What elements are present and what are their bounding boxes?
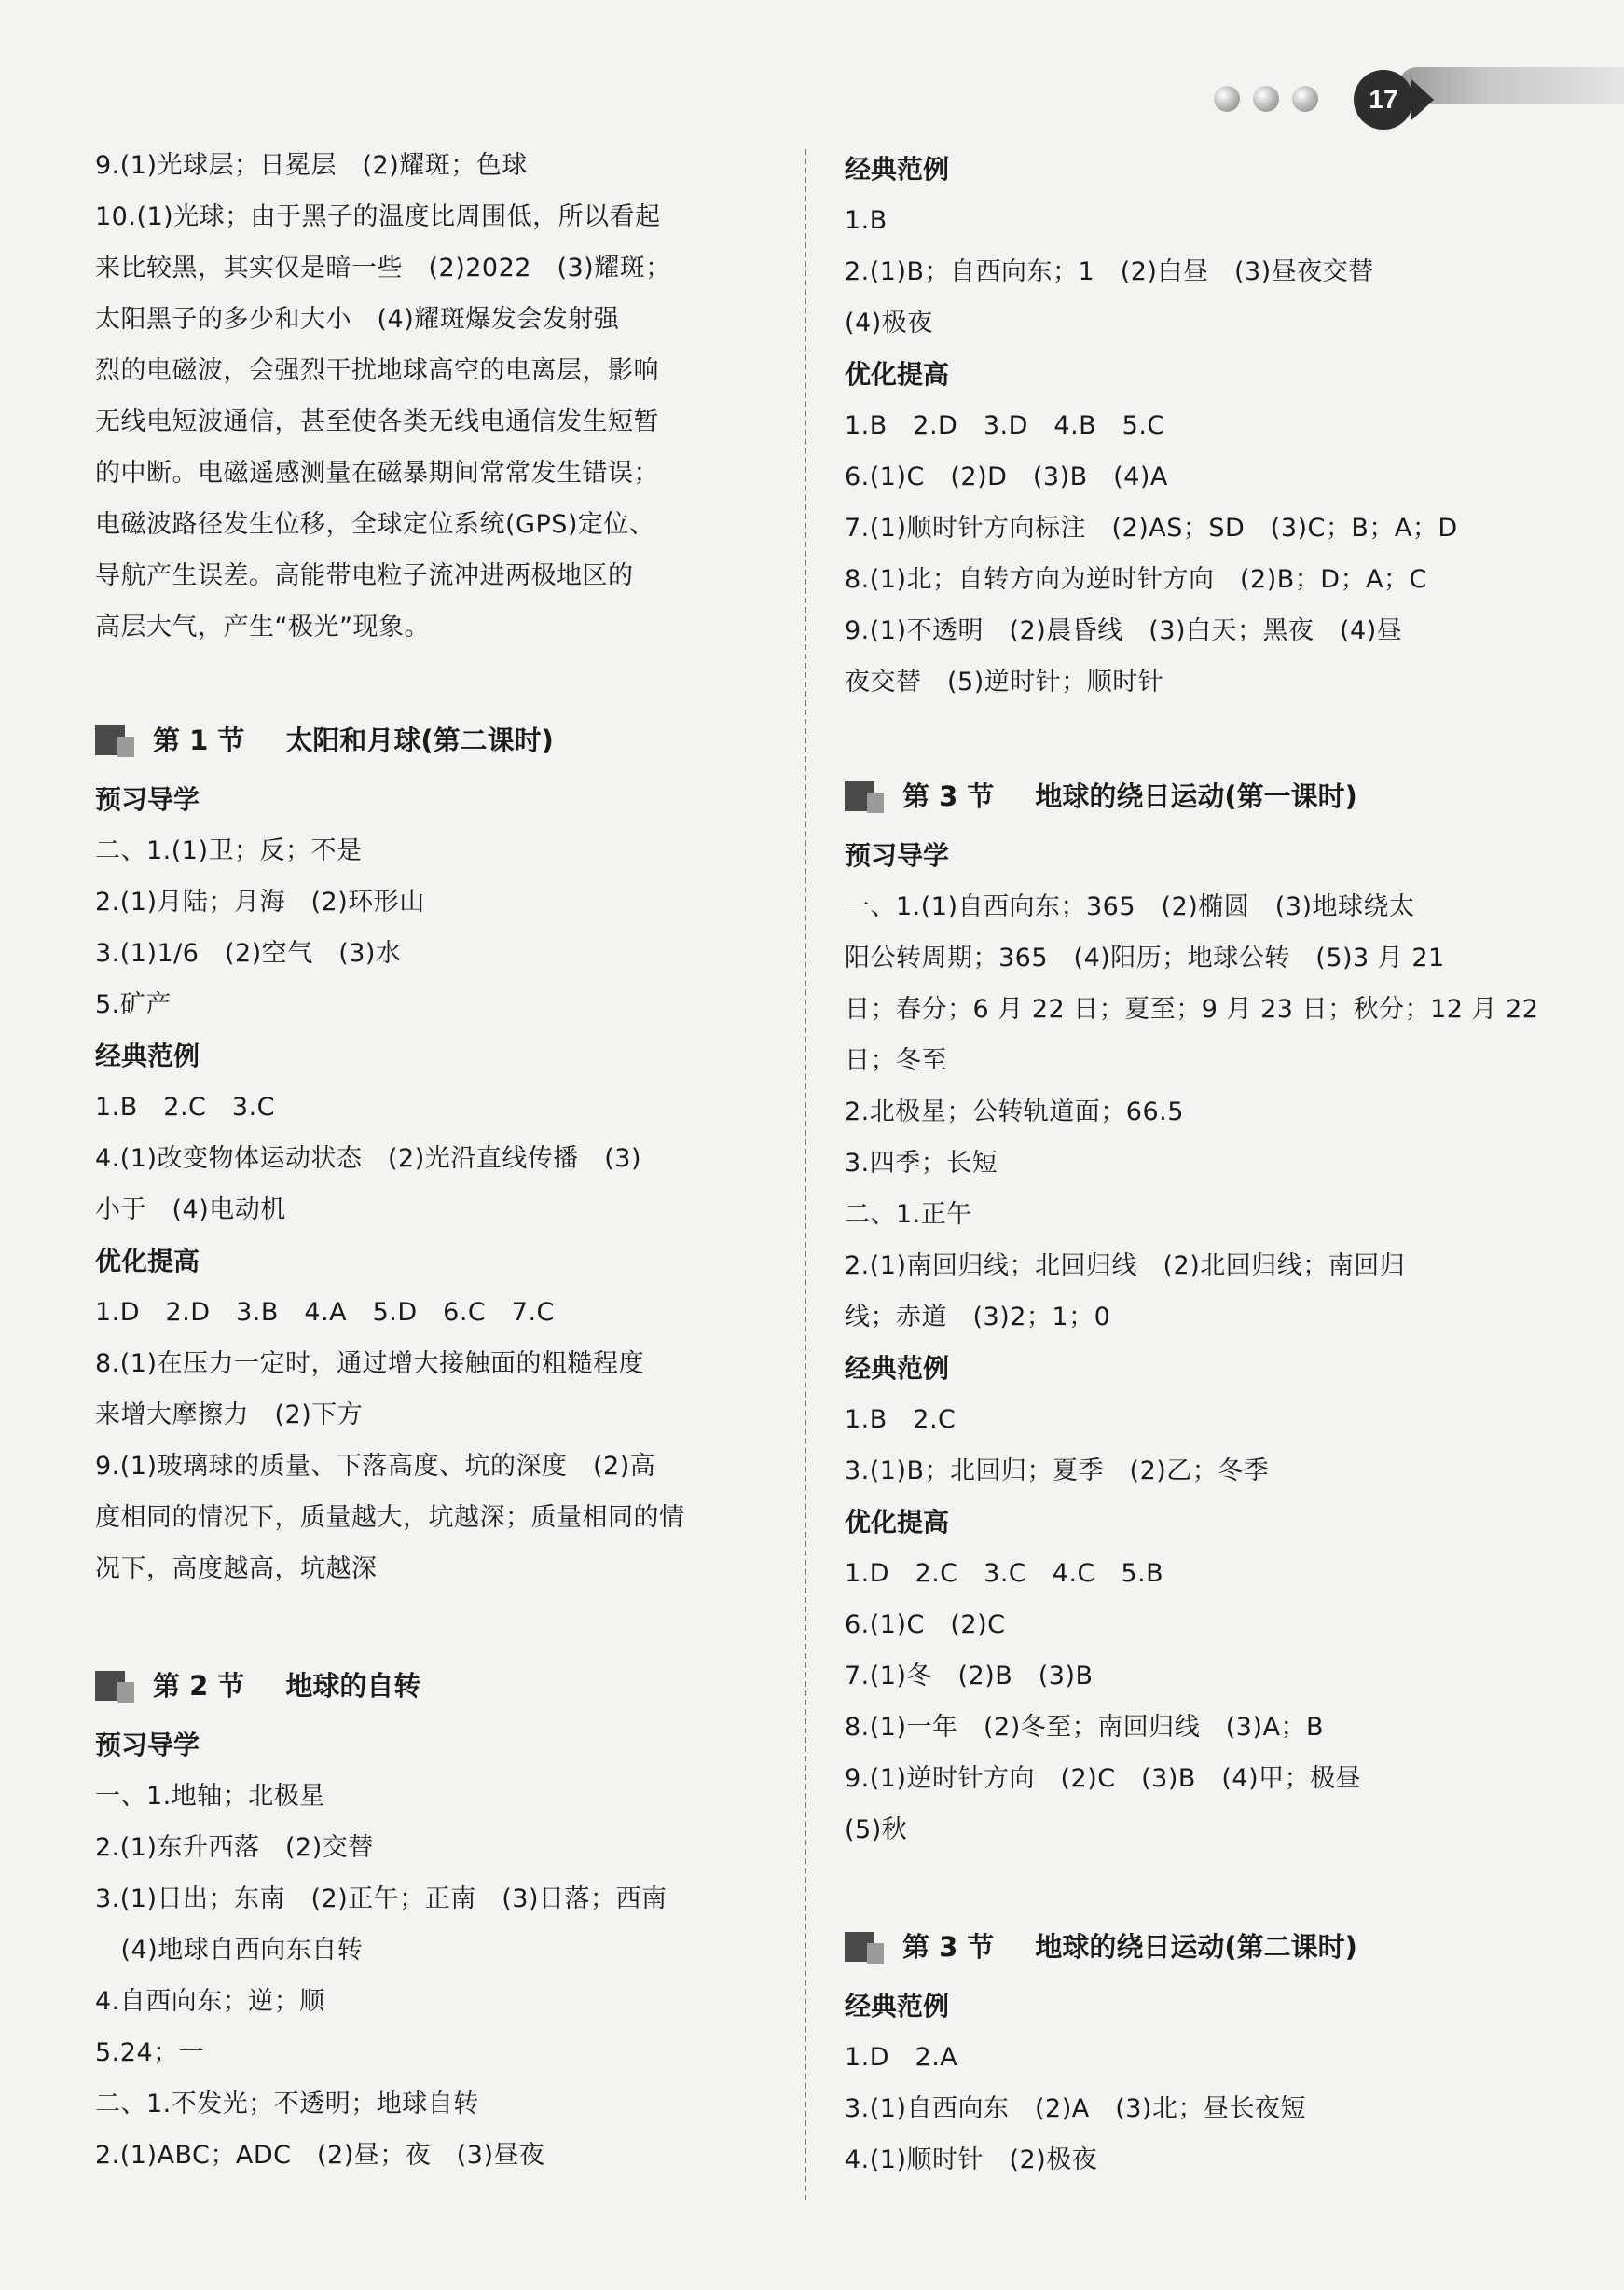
section-number: 第 3 节: [902, 780, 995, 812]
header-dot: [1253, 86, 1279, 112]
answer-line: (4)极夜: [845, 309, 933, 338]
answer-line: 1.D 2.C 3.C 4.C 5.B: [845, 1559, 1164, 1588]
answer-line: 日；春分；6 月 22 日；夏至；9 月 23 日；秋分；12 月 22: [845, 995, 1539, 1024]
answer-line: 一、1.(1)自西向东；365 (2)椭圆 (3)地球绕太: [845, 892, 1415, 921]
subheading: 经典范例: [845, 154, 950, 185]
section-marker-icon: [95, 722, 132, 759]
answer-line: 太阳黑子的多少和大小 (4)耀斑爆发会发射强: [95, 305, 620, 334]
subheading: 优化提高: [845, 1507, 950, 1538]
answer-line: 夜交替 (5)逆时针；顺时针: [845, 668, 1164, 697]
answer-line: 1.B 2.D 3.D 4.B 5.C: [845, 411, 1165, 440]
column-divider: [805, 149, 806, 2200]
answer-line: 7.(1)顺时针方向标注 (2)AS；SD (3)C；B；A；D: [845, 514, 1458, 543]
answer-line: 1.D 2.A: [845, 2043, 958, 2072]
answer-line: 线；赤道 (3)2；1；0: [845, 1303, 1111, 1331]
answer-line: 7.(1)冬 (2)B (3)B: [845, 1662, 1094, 1690]
subheading: 经典范例: [95, 1041, 200, 1071]
header-dot: [1292, 86, 1318, 112]
subheading: 预习导学: [95, 1730, 200, 1760]
answer-line: (4)地球自西向东自转: [95, 1936, 364, 1965]
answer-line: 8.(1)北；自转方向为逆时针方向 (2)B；D；A；C: [845, 565, 1427, 594]
answer-line: 9.(1)玻璃球的质量、下落高度、坑的深度 (2)高: [95, 1452, 656, 1481]
answer-line: 8.(1)在压力一定时，通过增大接触面的粗糙程度: [95, 1349, 645, 1378]
subheading: 经典范例: [845, 1353, 950, 1384]
section-marker-icon: [845, 778, 882, 815]
answer-line: 度相同的情况下，质量越大，坑越深；质量相同的情: [95, 1503, 685, 1532]
answer-line: 4.(1)顺时针 (2)极夜: [845, 2145, 1098, 2174]
section-number: 第 3 节: [902, 1931, 995, 1963]
answer-line: (5)秋: [845, 1815, 908, 1844]
section-heading: [845, 1926, 1357, 1967]
answer-line: 4.(1)改变物体运动状态 (2)光沿直线传播 (3): [95, 1144, 641, 1173]
answer-line: 4.自西向东；逆；顺: [95, 1987, 325, 2016]
section-title: 地球的自转: [285, 1670, 421, 1702]
answer-line: 导航产生误差。高能带电粒子流冲进两极地区的: [95, 561, 634, 590]
answer-line: 2.(1)B；自西向东；1 (2)白昼 (3)昼夜交替: [845, 257, 1374, 286]
answer-line: 3.(1)自西向东 (2)A (3)北；昼长夜短: [845, 2094, 1306, 2123]
answer-line: 1.B 2.C: [845, 1405, 957, 1434]
answer-line: 的中断。电磁遥感测量在磁暴期间常常发生错误；: [95, 459, 659, 488]
section-title: 地球的绕日运动(第二课时): [1035, 1931, 1357, 1963]
answer-line: 1.B 2.C 3.C: [95, 1093, 276, 1122]
answer-line: 6.(1)C (2)D (3)B (4)A: [845, 462, 1168, 491]
answer-line: 2.北极星；公转轨道面；66.5: [845, 1097, 1184, 1126]
answer-line: 电磁波路径发生位移，全球定位系统(GPS)定位、: [95, 510, 655, 539]
answer-line: 9.(1)光球层；日冕层 (2)耀斑；色球: [95, 151, 528, 180]
answer-line: 二、1.(1)卫；反；不是: [95, 836, 363, 865]
answer-line: 3.(1)B；北回归；夏季 (2)乙；冬季: [845, 1456, 1270, 1485]
section-heading: [95, 1665, 420, 1706]
answer-line: 二、1.不发光；不透明；地球自转: [95, 2090, 479, 2118]
answer-line: 一、1.地轴；北极星: [95, 1782, 325, 1811]
section-title: 太阳和月球(第二课时): [285, 724, 554, 756]
subheading: 预习导学: [95, 784, 200, 815]
answer-line: 阳公转周期；365 (4)阳历；地球公转 (5)3 月 21: [845, 944, 1445, 973]
answer-line: 小于 (4)电动机: [95, 1195, 286, 1224]
answer-line: 无线电短波通信，甚至使各类无线电通信发生短暂: [95, 407, 659, 436]
subheading: 预习导学: [845, 840, 950, 871]
section-title: 地球的绕日运动(第一课时): [1035, 780, 1357, 812]
answer-line: 二、1.正午: [845, 1200, 972, 1229]
answer-line: 高层大气，产生“极光”现象。: [95, 613, 430, 641]
answer-line: 3.(1)日出；东南 (2)正午；正南 (3)日落；西南: [95, 1884, 667, 1913]
answer-line: 9.(1)逆时针方向 (2)C (3)B (4)甲；极昼: [845, 1764, 1362, 1793]
answer-line: 9.(1)不透明 (2)晨昏线 (3)白天；黑夜 (4)昼: [845, 616, 1403, 645]
header-dot: [1214, 86, 1240, 112]
section-marker-icon: [845, 1928, 882, 1966]
section-heading: [845, 776, 1357, 817]
answer-line: 来增大摩擦力 (2)下方: [95, 1400, 364, 1429]
answer-line: 8.(1)一年 (2)冬至；南回归线 (3)A；B: [845, 1713, 1324, 1742]
answer-line: 日；冬至: [845, 1046, 947, 1075]
answer-line: 3.(1)1/6 (2)空气 (3)水: [95, 939, 402, 968]
subheading: 经典范例: [845, 1991, 950, 2021]
section-number: 第 1 节: [153, 724, 245, 756]
subheading: 优化提高: [845, 359, 950, 390]
answer-line: 5.矿产: [95, 990, 172, 1019]
answer-line: 2.(1)ABC；ADC (2)昼；夜 (3)昼夜: [95, 2141, 545, 2170]
answer-line: 2.(1)月陆；月海 (2)环形山: [95, 888, 425, 917]
answer-line: 1.D 2.D 3.B 4.A 5.D 6.C 7.C: [95, 1298, 555, 1327]
answer-line: 烈的电磁波，会强烈干扰地球高空的电离层，影响: [95, 356, 659, 385]
subheading: 优化提高: [95, 1246, 200, 1276]
answer-line: 来比较黑，其实仅是暗一些 (2)2022 (3)耀斑；: [95, 254, 671, 283]
answer-line: 10.(1)光球；由于黑子的温度比周围低，所以看起: [95, 202, 661, 231]
answer-line: 2.(1)南回归线；北回归线 (2)北回归线；南回归: [845, 1251, 1406, 1280]
section-heading: [95, 720, 554, 761]
answer-line: 2.(1)东升西落 (2)交替: [95, 1833, 374, 1862]
answer-line: 5.24；一: [95, 2038, 205, 2067]
answer-line: 1.B: [845, 206, 888, 235]
section-marker-icon: [95, 1667, 132, 1704]
section-number: 第 2 节: [153, 1670, 245, 1702]
answer-line: 6.(1)C (2)C: [845, 1610, 1006, 1639]
page-number: 17: [1354, 70, 1413, 130]
answer-line: 况下，高度越高，坑越深: [95, 1554, 378, 1583]
answer-line: 3.四季；长短: [845, 1149, 998, 1178]
